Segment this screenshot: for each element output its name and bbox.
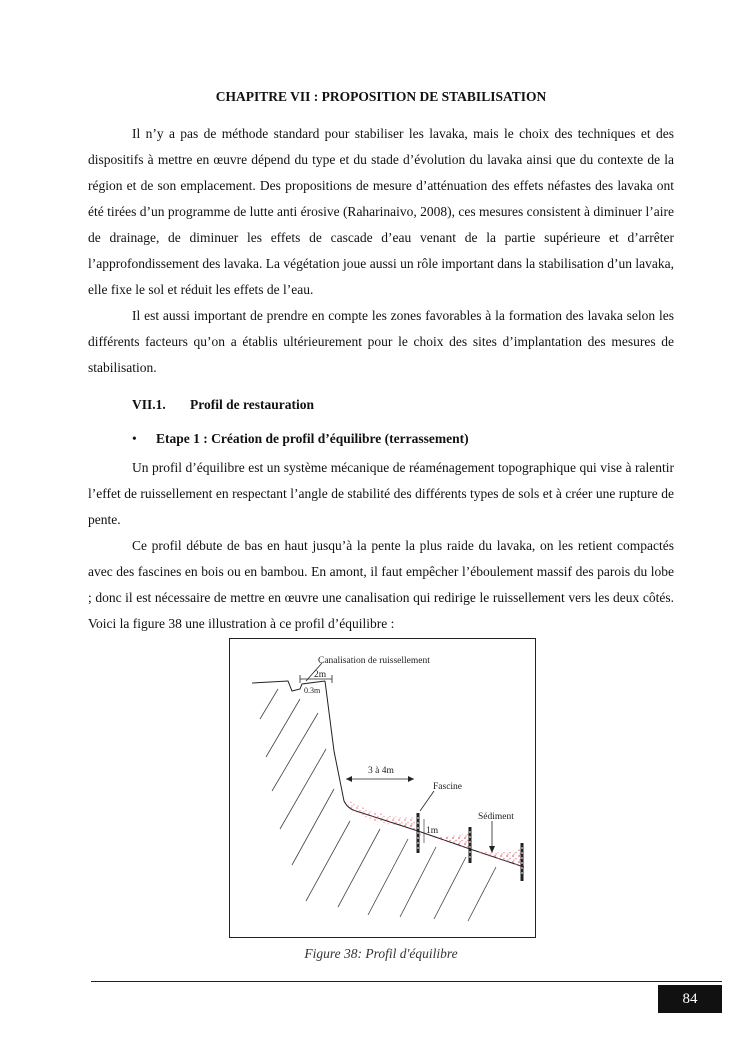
paragraph-zones: Il est aussi important de prendre en compte les zones favorables à la formation des lavaka selon les différents facteurs qu’on a établis ultérieurement pour le choix des sites d’implantation des mesures de stabilisation.	[88, 308, 674, 375]
lavaka-wall	[325, 681, 356, 811]
footer-rule	[91, 981, 722, 982]
figure-caption: Figure 38: Profil d'équilibre	[304, 946, 458, 961]
label-fascine: Fascine	[433, 782, 463, 792]
soil-hatching	[260, 689, 496, 921]
bullet-text: Etape 1 : Création de profil d’équilibre (terrassement)	[156, 431, 469, 446]
paragraph-intro: Il n’y a pas de méthode standard pour stabiliser les lavaka, mais le choix des techniques et des dispositifs à mettre en œuvre dépend du type et du stade d’évolution du lavaka ainsi que du contexte de la région et de son emplacement. Des propositions de mesure d’atténuation des effets néfastes des lavaka ont été tirées d’un programme de lutte anti érosive (Raharinaivo, 2008), ces mesures consistent à diminuer l’aire de drainage, de diminuer les effets de cascade d’eau venant de la partie supérieure et d’arrêter l’approfondissement des lavaka. La végétation joue aussi un rôle important dans la stabilisation d’un lavaka, elle fixe le sol et réduit les effets de l’eau.	[88, 126, 674, 297]
chapter-title: CHAPITRE VII : PROPOSITION DE STABILISATION	[215, 89, 547, 104]
profile-diagram	[230, 639, 535, 937]
section-number: VII.1.	[132, 397, 166, 412]
section-title: Profil de restauration	[190, 397, 314, 412]
label-sediment: Sédiment	[478, 812, 514, 822]
fascine-arrow	[420, 791, 434, 811]
page-number: 84	[658, 985, 722, 1013]
sediment-fill-3	[476, 849, 522, 867]
paragraph-definition: Un profil d’équilibre est un système mécanique de réaménagement topographique qui vise à ralentir l’effet de ruissellement en respectant l’angle de stabilité des différents types de sols et à créer une rupture de pente.	[88, 460, 674, 527]
label-2m: 2m	[314, 670, 327, 680]
label-span: 3 à 4m	[368, 766, 394, 776]
figure-equilibrium-profile	[229, 638, 536, 938]
label-canal: Canalisation de ruissellement	[318, 656, 430, 666]
paragraph-method: Ce profil débute de bas en haut jusqu’à la pente la plus raide du lavaka, on les retient compactés avec des fascines en bois ou en bambou. En amont, il faut empêcher l’éboulement massif des parois du lobe ; donc il est nécessaire de mettre en œuvre une canalisation qui redirige le ruissellement vers les deux côtés. Voici la figure 38 une illustration à ce profil d’équilibre :	[88, 538, 674, 631]
section-heading	[132, 397, 314, 413]
bullet-heading	[132, 431, 469, 447]
label-03m: 0.3m	[304, 686, 321, 695]
sediment-fill-1b	[346, 799, 416, 826]
label-1m: 1m	[426, 826, 439, 836]
bullet-icon: •	[132, 431, 137, 446]
